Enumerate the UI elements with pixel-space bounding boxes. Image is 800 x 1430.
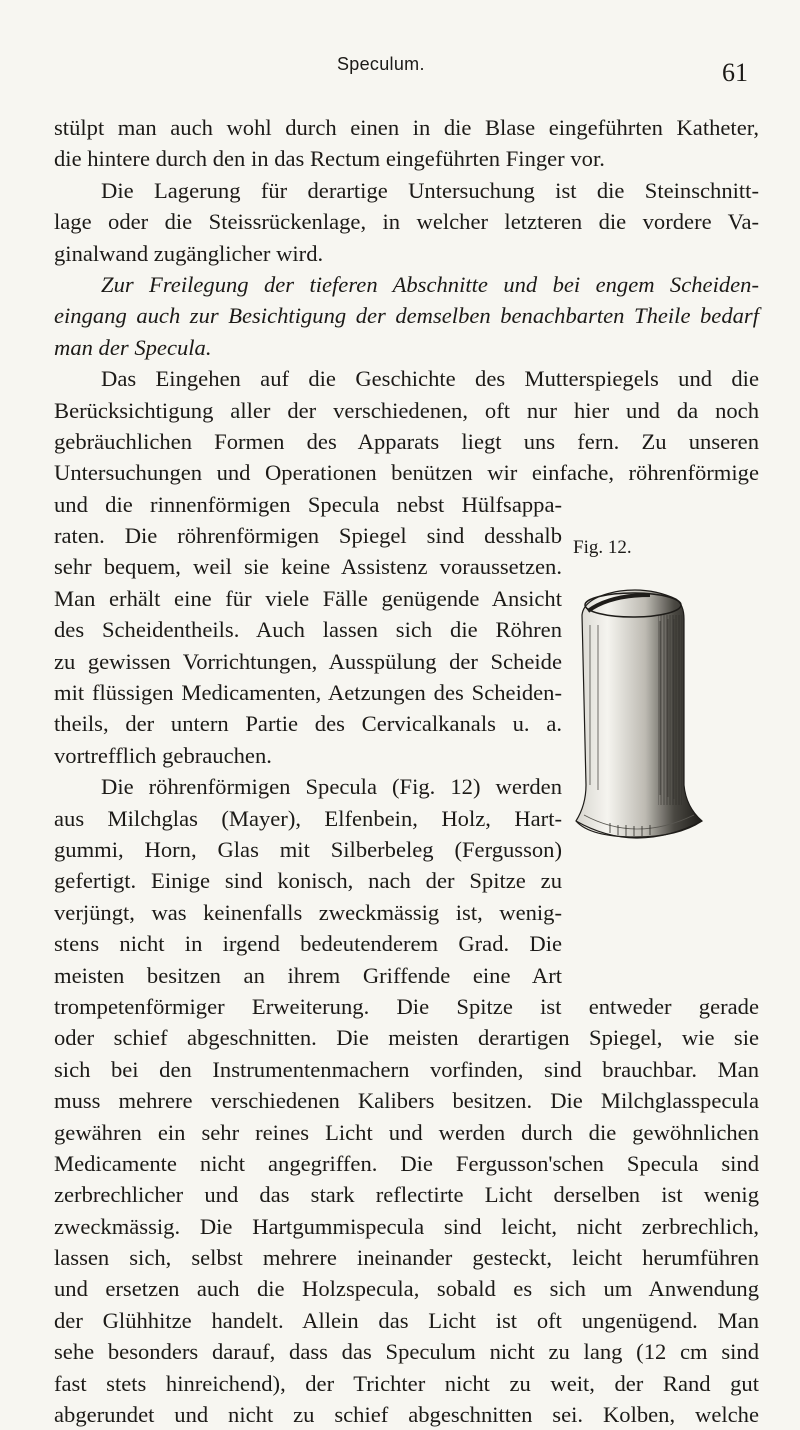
text-line: ginalwand zugänglicher wird. [54, 240, 324, 266]
text-line: Das Eingehen auf die Geschichte des Mutterspiegels und die [101, 366, 759, 392]
page-number: 61 [722, 58, 748, 87]
text-line: gewähren ein sehr reines Licht und werden durch die gewöhnlichen [54, 1119, 759, 1145]
text-line: raten. Die röhrenförmigen Spiegel sind desshalb [54, 523, 562, 549]
text-line: man der Specula. [54, 334, 212, 360]
text-line: Die Lagerung für derartige Untersuchung ist die Steinschnitt- [101, 177, 759, 203]
text-line: gebräuchlichen Formen des Apparats liegt uns fern. Zu unseren [54, 428, 759, 454]
text-line: und ersetzen auch die Holzspecula, sobald es sich um Anwendung [54, 1276, 759, 1302]
speculum-illustration [570, 585, 710, 855]
text-line: Berücksichtigung aller der verschiedenen, oft nur hier und da noch [54, 397, 759, 423]
text-line: und die rinnenförmigen Specula nebst Hülfsappa- [54, 491, 562, 517]
page-header [0, 52, 800, 87]
text-line: muss mehrere verschiedenen Kalibers besitzen. Die Milchglasspecula [54, 1088, 759, 1114]
text-line: gefertigt. Einige sind konisch, nach der Spitze zu [54, 868, 562, 894]
text-line: aus Milchglas (Mayer), Elfenbein, Holz, Hart- [54, 805, 562, 831]
text-line: sich bei den Instrumentenmachern vorfinden, sind brauchbar. Man [54, 1056, 759, 1082]
text-line: Man erhält eine für viele Fälle genügende Ansicht [54, 585, 562, 611]
text-line: zu gewissen Vorrichtungen, Ausspülung der Scheide [54, 648, 562, 674]
text-line: trompetenförmiger Erweiterung. Die Spitze ist entweder gerade [54, 993, 759, 1019]
running-head: Speculum. [337, 54, 425, 74]
text-line: stülpt man auch wohl durch einen in die Blase eingeführten Katheter, [54, 115, 759, 140]
text-line: zerbrechlicher und das stark reflectirte Licht derselben ist wenig [54, 1182, 759, 1208]
text-line: oder schief abgeschnitten. Die meisten derartigen Spiegel, wie sie [54, 1025, 759, 1051]
text-line: fast stets hinreichend), der Trichter nicht zu weit, der Rand gut [54, 1370, 759, 1396]
text-line: stens nicht in irgend bedeutenderem Grad. Die [54, 931, 562, 957]
text-line: theils, der untern Partie des Cervicalkanals u. a. [54, 711, 562, 737]
text-line: mit flüssigen Medicamenten, Aetzungen des Scheiden- [54, 680, 562, 706]
figure-caption: Fig. 12. [573, 537, 632, 558]
figure-speculum [570, 537, 710, 940]
text-line: der Glühhitze handelt. Allein das Licht ist oft ungenügend. Man [54, 1307, 759, 1333]
text-line: die hintere durch den in das Rectum eingeführten Finger vor. [54, 146, 605, 172]
text-line: des Scheidentheils. Auch lassen sich die Röhren [54, 617, 562, 643]
text-line: meisten besitzen an ihrem Griffende eine Art [54, 962, 562, 988]
text-line: abgerundet und nicht zu schief abgeschnitten sei. Kolben, welche [54, 1402, 759, 1428]
text-line: verjüngt, was keinenfalls zweckmässig ist, wenig- [54, 899, 562, 925]
text-line: Untersuchungen und Operationen benützen wir einfache, röhrenförmige [54, 460, 759, 486]
text-line: Zur Freilegung der tieferen Abschnitte und bei engem Scheiden- [101, 271, 759, 297]
text-line: zweckmässig. Die Hartgummispecula sind leicht, nicht zerbrechlich, [54, 1213, 759, 1239]
text-line: sehe besonders darauf, dass das Speculum nicht zu lang (12 cm sind [54, 1339, 759, 1365]
text-line: gummi, Horn, Glas mit Silberbeleg (Fergusson) [54, 836, 562, 862]
text-line: vortrefflich gebrauchen. [54, 742, 272, 768]
text-line: sehr bequem, weil sie keine Assistenz voraussetzen. [54, 554, 562, 580]
text-line: Die röhrenförmigen Specula (Fig. 12) werden [101, 774, 562, 800]
text-line: lage oder die Steissrückenlage, in welcher letzteren die vordere Va- [54, 209, 759, 235]
text-line: eingang auch zur Besichtigung der demselben benachbarten Theile bedarf [54, 303, 759, 329]
text-line: Medicamente nicht angegriffen. Die Fergusson'schen Specula sind [54, 1150, 759, 1176]
text-line: lassen sich, selbst mehrere ineinander gesteckt, leicht herumführen [54, 1245, 759, 1271]
